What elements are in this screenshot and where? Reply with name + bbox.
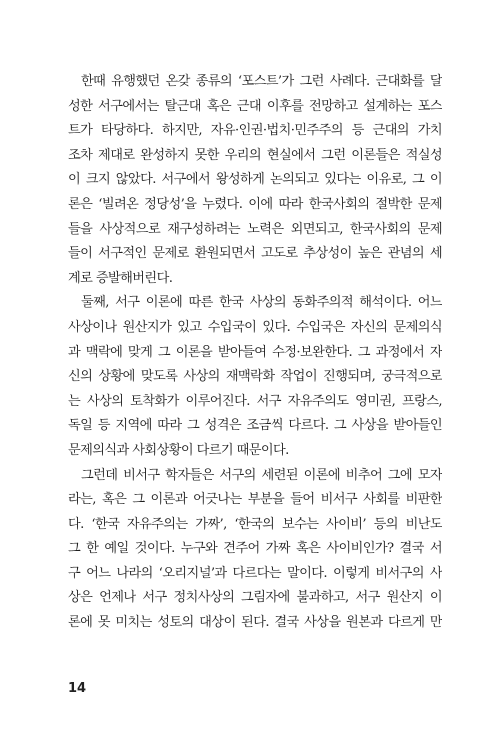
page-number: 14 — [68, 681, 87, 696]
text-line: 신의 상황에 맞도록 사상의 재맥락화 작업이 진행되며, 궁극적으로 — [68, 369, 442, 385]
text-line: 성한 서구에서는 탈근대 혹은 근대 이후를 전망하고 설계하는 포스 — [68, 98, 442, 114]
text-line: 조차 제대로 완성하지 못한 우리의 현실에서 그런 이론들은 적실성 — [68, 147, 442, 163]
text-line: 라는, 혹은 그 이론과 어긋나는 부분을 들어 비서구 사회를 비판한 — [68, 492, 442, 508]
text-line: 상은 언제나 서구 정치사상의 그림자에 불과하고, 서구 원산지 이 — [68, 590, 442, 606]
text-line: 한때 유행했던 온갖 종류의 ‘포스트’가 그런 사례다. 근대화를 달 — [81, 74, 442, 89]
text-line: 그 한 예일 것이다. 누구와 견주어 가짜 혹은 사이비인가? 결국 서 — [68, 541, 442, 557]
text-line: 구 어느 나라의 ‘오리지널’과 다르다는 말이다. 이렇게 비서구의 사 — [68, 565, 442, 581]
text-line: 다. ‘한국 자유주의는 가짜’, ‘한국의 보수는 사이비’ 등의 비난도 — [68, 516, 442, 532]
text-line: 사상이나 원산지가 있고 수입국이 있다. 수입국은 자신의 문제의식 — [68, 319, 442, 335]
paragraph — [68, 464, 442, 636]
text-line: 론은 ‘빌려온 정당성’을 누렸다. 이에 따라 한국사회의 절박한 문제 — [68, 196, 442, 212]
paragraph — [68, 70, 442, 291]
text-line: 이 크지 않았다. 서구에서 왕성하게 논의되고 있다는 이유로, 그 이 — [68, 172, 442, 188]
text-line: 트가 타당하다. 하지만, 자유·인권·법치·민주주의 등 근대의 가치 — [68, 123, 442, 139]
text-line: 과 맥락에 맞게 그 이론을 받아들여 수정·보완한다. 그 과정에서 자 — [68, 344, 442, 360]
text-line: 계로 증발해버린다. — [68, 270, 173, 286]
paragraph — [68, 291, 442, 463]
text-line: 들이 서구적인 문제로 환원되면서 고도로 추상성이 높은 관념의 세 — [68, 246, 442, 262]
text-line: 문제의식과 사회상황이 다르기 때문이다. — [68, 442, 289, 458]
text-line: 그런데 비서구 학자들은 서구의 세련된 이론에 비추어 그에 모자 — [81, 467, 442, 483]
text-line: 들을 사상적으로 재구성하려는 노력은 외면되고, 한국사회의 문제 — [68, 221, 442, 237]
text-line: 독일 등 지역에 따라 그 성격은 조금씩 다르다. 그 사상을 받아들인 — [68, 418, 442, 434]
text-line: 둘째, 서구 이론에 따른 한국 사상의 동화주의적 해석이다. 어느 — [81, 295, 442, 311]
text-line: 론에 못 미치는 성토의 대상이 된다. 결국 사상을 원본과 다르게 만 — [68, 615, 442, 631]
body-text — [68, 70, 442, 636]
text-line: 는 사상의 토착화가 이루어진다. 서구 자유주의도 영미권, 프랑스, — [68, 393, 442, 409]
